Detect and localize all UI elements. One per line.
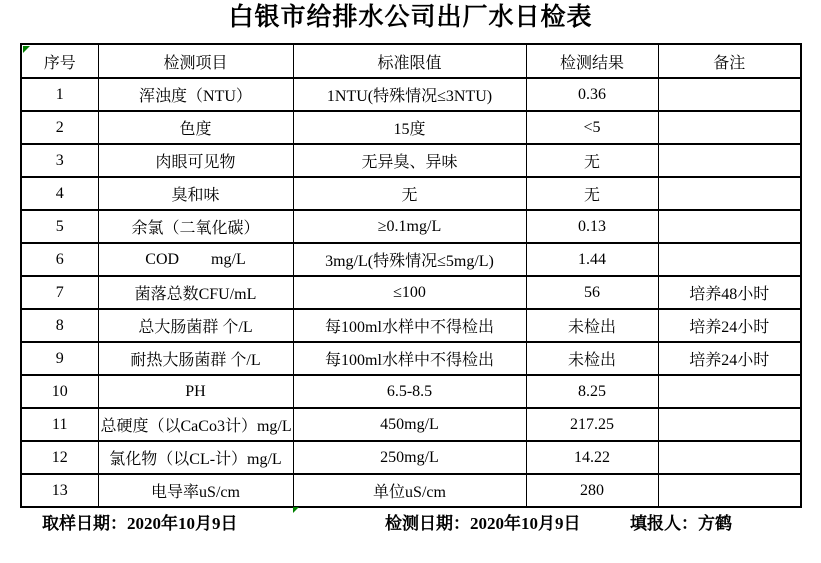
cell-limit[interactable]: 1NTU(特殊情况≤3NTU) <box>293 78 526 111</box>
cell-remark[interactable] <box>658 408 801 441</box>
cell-item[interactable]: 总大肠菌群 个/L <box>98 309 293 342</box>
cell-limit[interactable]: 450mg/L <box>293 408 526 441</box>
sampling-date-label: 取样日期： <box>42 514 127 533</box>
cell-no[interactable]: 4 <box>21 177 98 210</box>
cell-no[interactable]: 13 <box>21 474 98 507</box>
sampling-date-value: 2020年10月9日 <box>127 514 238 533</box>
cell-no[interactable]: 8 <box>21 309 98 342</box>
cell-limit[interactable]: 3mg/L(特殊情况≤5mg/L) <box>293 243 526 276</box>
test-date <box>385 511 581 537</box>
test-date-label: 检测日期： <box>385 514 470 533</box>
cell-no[interactable]: 2 <box>21 111 98 144</box>
inspection-table <box>20 43 802 508</box>
cell-no[interactable]: 5 <box>21 210 98 243</box>
cell-result[interactable]: 无 <box>526 144 658 177</box>
cell-result[interactable]: 未检出 <box>526 342 658 375</box>
table-row <box>21 78 801 111</box>
cell-item[interactable]: 余氯（二氧化碳） <box>98 210 293 243</box>
cell-remark[interactable] <box>658 375 801 408</box>
cell-result[interactable]: 0.13 <box>526 210 658 243</box>
cell-no[interactable]: 7 <box>21 276 98 309</box>
cell-result[interactable]: 未检出 <box>526 309 658 342</box>
table-row <box>21 474 801 507</box>
table-row <box>21 441 801 474</box>
page-title: 白银市给排水公司出厂水日检表 <box>228 4 593 31</box>
cell-no[interactable]: 11 <box>21 408 98 441</box>
cell-limit[interactable]: 15度 <box>293 111 526 144</box>
cell-remark[interactable] <box>658 210 801 243</box>
cell-result[interactable]: 0.36 <box>526 78 658 111</box>
cell-remark[interactable]: 培养24小时 <box>658 342 801 375</box>
table-row <box>21 210 801 243</box>
column-header-limit[interactable]: 标准限值 <box>293 44 526 78</box>
cell-limit[interactable]: ≥0.1mg/L <box>293 210 526 243</box>
table-row <box>21 342 801 375</box>
cell-limit[interactable]: 6.5-8.5 <box>293 375 526 408</box>
cell-result[interactable]: 无 <box>526 177 658 210</box>
cell-limit[interactable]: 单位uS/cm <box>293 474 526 507</box>
table-row <box>21 144 801 177</box>
cell-limit[interactable]: 无 <box>293 177 526 210</box>
cell-limit[interactable]: 每100ml水样中不得检出 <box>293 342 526 375</box>
cell-remark[interactable] <box>658 177 801 210</box>
cell-no[interactable]: 12 <box>21 441 98 474</box>
cell-remark[interactable]: 培养48小时 <box>658 276 801 309</box>
column-header-remark[interactable]: 备注 <box>658 44 801 78</box>
cell-item[interactable]: 臭和味 <box>98 177 293 210</box>
table-body <box>21 78 801 507</box>
cell-remark[interactable] <box>658 78 801 111</box>
cell-result[interactable]: 56 <box>526 276 658 309</box>
reporter-name: 方鹤 <box>698 514 732 533</box>
cell-no[interactable]: 10 <box>21 375 98 408</box>
cell-item[interactable]: 电导率uS/cm <box>98 474 293 507</box>
column-header-no[interactable]: 序号 <box>21 44 98 78</box>
cell-no[interactable]: 1 <box>21 78 98 111</box>
cell-item[interactable]: COD mg/L <box>98 243 293 276</box>
cell-limit[interactable]: 无异臭、异味 <box>293 144 526 177</box>
table-row <box>21 111 801 144</box>
cell-limit[interactable]: ≤100 <box>293 276 526 309</box>
table-row <box>21 177 801 210</box>
cell-result[interactable]: 8.25 <box>526 375 658 408</box>
cell-result[interactable]: 14.22 <box>526 441 658 474</box>
cell-item[interactable]: PH <box>98 375 293 408</box>
cell-item[interactable]: 菌落总数CFU/mL <box>98 276 293 309</box>
test-date-value: 2020年10月9日 <box>470 514 581 533</box>
cell-item[interactable]: 色度 <box>98 111 293 144</box>
table-row <box>21 309 801 342</box>
sampling-date <box>42 511 238 537</box>
cell-item[interactable]: 耐热大肠菌群 个/L <box>98 342 293 375</box>
cell-item[interactable]: 总硬度（以CaCo3计）mg/L <box>98 408 293 441</box>
reporter <box>630 511 732 537</box>
reporter-label: 填报人： <box>630 514 698 533</box>
cell-remark[interactable] <box>658 441 801 474</box>
table-row <box>21 375 801 408</box>
cell-item[interactable]: 肉眼可见物 <box>98 144 293 177</box>
cell-result[interactable]: 1.44 <box>526 243 658 276</box>
cell-remark[interactable] <box>658 243 801 276</box>
cell-error-marker-icon <box>23 46 30 53</box>
column-header-result[interactable]: 检测结果 <box>526 44 658 78</box>
cell-error-marker-icon <box>293 507 299 513</box>
header-row <box>21 44 801 78</box>
column-header-item[interactable]: 检测项目 <box>98 44 293 78</box>
cell-item[interactable]: 浑浊度（NTU） <box>98 78 293 111</box>
cell-item[interactable]: 氯化物（以CL-计）mg/L <box>98 441 293 474</box>
cell-remark[interactable] <box>658 111 801 144</box>
cell-result[interactable]: <5 <box>526 111 658 144</box>
table-row <box>21 243 801 276</box>
cell-remark[interactable] <box>658 474 801 507</box>
cell-remark[interactable] <box>658 144 801 177</box>
cell-no[interactable]: 6 <box>21 243 98 276</box>
cell-no[interactable]: 9 <box>21 342 98 375</box>
cell-result[interactable]: 217.25 <box>526 408 658 441</box>
cell-remark[interactable]: 培养24小时 <box>658 309 801 342</box>
cell-no[interactable]: 3 <box>21 144 98 177</box>
table-row <box>21 276 801 309</box>
table-row <box>21 408 801 441</box>
cell-result[interactable]: 280 <box>526 474 658 507</box>
cell-limit[interactable]: 250mg/L <box>293 441 526 474</box>
cell-limit[interactable]: 每100ml水样中不得检出 <box>293 309 526 342</box>
